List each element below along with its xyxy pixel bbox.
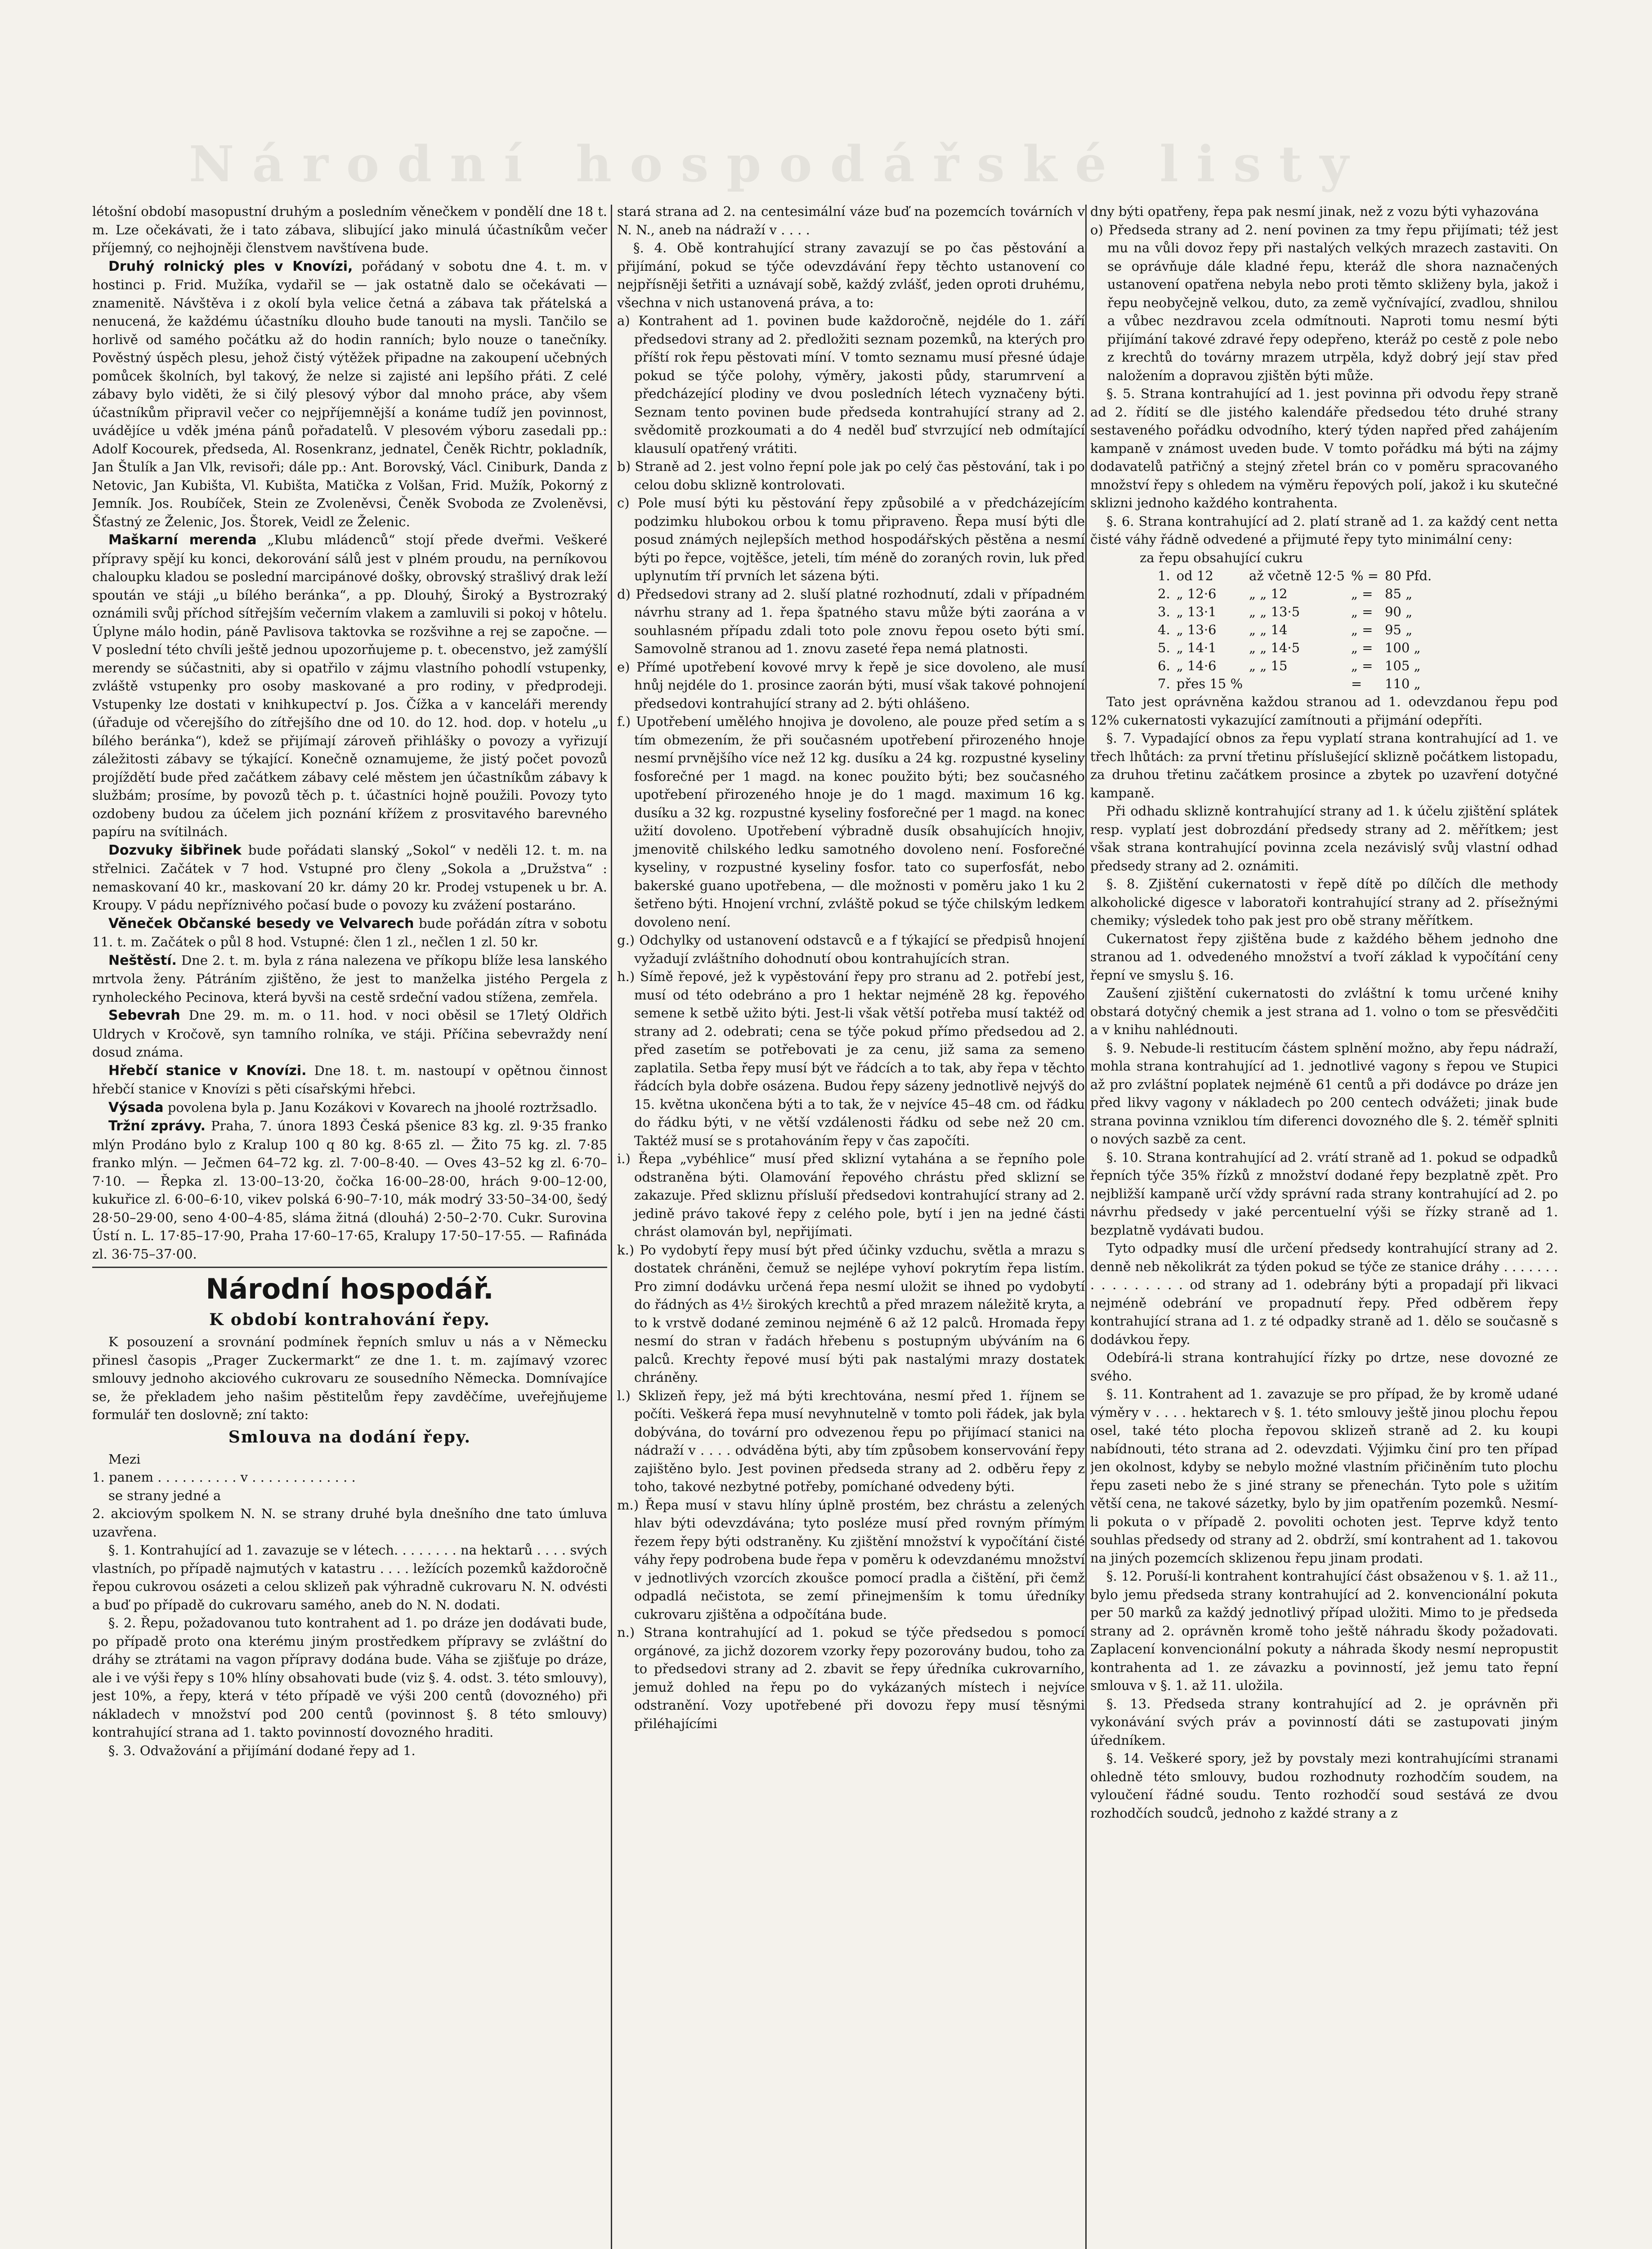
price-table <box>1158 567 1438 693</box>
column-divider <box>611 205 612 2249</box>
contract-subclause: h.) Símě řepové, jež k vypěstování řepy pro stranu ad 2. potřebí jest, musí od této odebráno a pro 1 hektar nejméně 28 kg. řepového semene k setbě užito býti. Jest-li však větší potřeba musí taktéž od strany ad 2. odebrati; cena se týče pokud přímo předsedou ad 2. před zasetím se potřebovati je za cenu, již sama za semeno zaplatila. Setba řepy musí být ve řádcích a to tak, aby řepa v těchto řádcích byla dobře osázena. Budou řepy sázeny jednotlivě nejvýš do 15. května ukončena býti a to tak, že v nejvíce 45–48 cm. od řádku do řádku býti, v ne větší vzdálenosti řádku od sebe než 20 cm. Taktéž musí se s protahováním řepy v čas započíti. <box>617 969 1085 1148</box>
news-headline: Výsada <box>108 1099 164 1116</box>
article-title: K období kontrahování řepy. <box>209 1310 490 1329</box>
price-cell: „ „ 15 <box>1249 658 1288 673</box>
price-cell: „ „ 14·5 <box>1249 640 1300 655</box>
price-row <box>1158 567 1438 585</box>
contract-clause: §. 9. Nebude-li restitucím částem splnění možno, aby řepu nádraží, mohla strana kontrahující ad 1. jednotlivé vagony s řepou ve Stupici až pro zvláštní poplatek nejméně 61 centů a při dodávce po dráze jen před likvy vagony v nákladech po 200 centech odvážeti; jinak bude strana povinna vzniklou tím diferenci dovozného dle §. 2. téměř splniti o nových sazbě za cent. <box>1090 1040 1558 1147</box>
price-cell: „ 14·6 <box>1176 658 1217 673</box>
contract-subclause: a) Kontrahent ad 1. povinen bude každoročně, nejdéle do 1. září předsedovi strany ad 2. předložiti seznam pozemků, na kterých pro příští rok řepu pěstovati míní. V tomto seznamu musí přesné údaje pokud se týče polohy, výměry, jakosti půdy, starumrvení a předcházející plodiny ve dvou posledních létech vyznačeny býti. Seznam tento povinen bude předseda kontrahující strany ad 2. svědomitě prozkoumati a do 4 neděl buď stvrzující neb odmítající klausulí opatřený vrátiti. <box>617 313 1085 456</box>
section-title: Národní hospodář. <box>206 1272 494 1305</box>
news-headline: Maškarní merenda <box>108 532 257 548</box>
price-cell: „ = <box>1351 658 1373 673</box>
contract-clause: §. 14. Veškeré spory, jež by povstaly mezi kontrahujícími stranami ohledně této smlouvy, budou rozhodnuty rozhodčím soudem, na vyloučení řádné soudu. Tento rozhodčí soud sestává ze dvou rozhodčích soudců, jednoho z každé strany a z <box>1090 1751 1558 1821</box>
contract-party: 1. panem . . . . . . . . . . v . . . . . . . . . . . . . <box>92 1469 356 1485</box>
news-item: Neštěstí. Dne 2. t. m. byla z rána nalezena ve příkopu blíže lesa lanského mrtvola ženy. Pátráním zjištěno, že jest to manželka jistého Pergela z rynholeckého Pecinova, která byvši na cestě srdeční vadou stížena, zemřela. <box>92 952 607 1005</box>
bleed-through-text: Národní hospodářské listy <box>189 135 1367 193</box>
column-1 <box>92 202 607 2249</box>
price-cell: „ = <box>1351 586 1373 601</box>
paragraph: Zaušení zjištění cukernatosti do zvláštní k tomu určené knihy obstará dotyčný chemik a jest strana ad 1. volno o tom se přesvědčiti a v knihu nahlédnouti. <box>1090 986 1558 1037</box>
price-cell: 85 „ <box>1384 586 1413 601</box>
news-item: Maškarní merenda „Klubu mládenců“ stojí přede dveřmi. Veškeré přípravy spějí ku konci, dekorování sálů jest v plném proudu, na perníkovou chaloupku kladou se poslední marcipánové došky, obrovský strašlivý drak leží spoután ve stáji „u bílého beránka“, a pp. Dlouhý, Široký a Bystrozraký oznámili svůj příchod sítřejším večerním vlakem a zamluvili si pokoj v hôtelu. Úplyne málo hodin, páně Pavlisova taktovka se rozšvihne a rej se započne. — V poslední této chvíli ještě jednou upozorňujeme p. t. obecenstvo, jež zamýšlí merendy se súčastniti, aby si opatřilo v zájmu vlastního pohodlí vstupenky, zvláště vstupenky pro osoby maskované a pro rodiny, v předprodeji. Vstupenky lze dostati v knihkupectví p. Jos. Čížka a v kanceláři merendy (úřaduje od včerejšího do zítřejšího dne od 10. do 12. hod. dop. v hotelu „u bílého beránka“), kdež se přijímají zároveň přihlášky o povozy a vyřizují záležitosti zábavy se týkající. Konečně oznamujeme, že jistý počet povozů projíždětí bude před začátkem zábavy celé městem jen účastníkům zábavy k službám; prosíme, by povozů těch p. t. účastníci hojně použili. Povozy tyto ozdobeny budou za účelem jich poznání křížem z prosvitavého barevného papíru na svítilnách. <box>92 532 607 839</box>
news-item: Hřebčí stanice v Knovízi. Dne 18. t. m. nastoupí v opětnou činnost hřebčí stanice v Knovízi s pěti císařskými hřebci. <box>92 1062 607 1097</box>
price-cell: „ 12·6 <box>1176 586 1217 601</box>
contract-clause: §. 10. Strana kontrahující ad 2. vrátí straně ad 1. pokud se odpadků řepních týče 35% řízků z množství dodané řepy bezplatně zpět. Pro nejbližší kampaně určí vždy správní rada strany kontrahující ad 2. po návrhu předsedy v jaké percentuelní výši se řízky straně ad 1. bezplatně vydávati budou. <box>1090 1149 1558 1238</box>
price-cell: „ = <box>1351 640 1373 655</box>
contract-subclause: n.) Strana kontrahující ad 1. pokud se týče předsedou s pomocí orgánové, za jichž dozorem vzorky řepy pozorovány budou, toho za to předsedovi strany ad 2. zbavit se řepy úředníka cukrovarního, jemuž dohled na řepu po do vykázaných místech i nejvíce odstranění. Vozy upotřebené při dovozu řepy musí těsnými přiléhajícími <box>617 1625 1085 1731</box>
news-headline: Tržní zprávy. <box>108 1118 206 1134</box>
price-cell: „ 13·1 <box>1176 604 1217 619</box>
paragraph: dny býti opatřeny, řepa pak nesmí jinak, než z vozu býti vyhazována <box>1090 204 1539 219</box>
paragraph: Mezi <box>108 1451 141 1467</box>
contract-subclause: l.) Sklizeň řepy, jež má býti krechtována, nesmí před 1. říjnem se počíti. Veškerá řepa musí nevyhnutelně v tomto poli řádek, jak byla dobývána, do tovární pro odvezenou řepu po přijímací stanici na nádraží v . . . . odváděna býti, aby tím způsobem konservování řepy zajištěno bylo. Jest povinen předseda strany ad 2. odběru řepy z toho, takové nezbytné potřeby, pomíchané odvedeny býti. <box>617 1388 1085 1494</box>
contract-party: 2. akciovým spolkem N. N. se strany druhé byla dnešního dne tato úmluva uzavřena. <box>92 1506 607 1540</box>
price-cell: 1. <box>1158 568 1170 583</box>
paragraph: Tato jest oprávněna každou stranou ad 1. odevzdanou řepu pod 12% cukernatosti vykazující zamítnouti a přijmání odepříti. <box>1090 694 1558 728</box>
news-item: Výsada povolena byla p. Janu Kozákovi v Kovarech na jhoolé roztržsadlo. <box>108 1099 598 1116</box>
paragraph: stará strana ad 2. na centesimální váze buď na pozemcích továrních v N. N., aneb na nádraží v . . . . <box>617 204 1085 237</box>
price-cell: 2. <box>1158 586 1170 601</box>
contract-subclause: b) Straně ad 2. jest volno řepní pole jak po celý čas pěstování, tak i po celou dobu sklizně kontrolovati. <box>617 459 1085 493</box>
contract-clause: §. 13. Předseda strany kontrahující ad 2. je oprávněn při vykonávání svých práv a povinností dáti se zastupovati jiným úředníkem. <box>1090 1696 1558 1748</box>
column-3 <box>1090 202 1558 2249</box>
contract-clause: §. 7. Vypadající obnos za řepu vyplatí strana kontrahující ad 1. ve třech lhůtách: za první třetinu příslušející sklizně počátkem listopadu, za druhou třetinu začátkem prosince a zbytek po uzavření dotyčné kampaně. <box>1090 730 1558 801</box>
contract-clause: §. 11. Kontrahent ad 1. zavazuje se pro případ, že by kromě udané výměry v . . . . hektarech v §. 1. této smlouvy ještě jinou plochu řepou osel, také této plocha řepovou sklizeň straně ad 2. ku koupi nabídnouti, této strana ad 2. odevzdati. Výjimku činí pro ten případ jen okolnost, kdyby se nebylo možné vlastním přičiněním tuto plochu řepu zaseti nebo že s jiné strany se přenechán. Tyto pole s užitím větší cena, ne takové sázetky, bylo by jim opatřením pozemků. Nesmí-li pokuta o v případě 2. povoliti ochoten jest. Teprve když tento souhlas předsedy od strany ad 2. obdrží, smí kontrahent ad 1. takovou na jiných pozemcích sklizenou řepu jinam prodati. <box>1090 1386 1558 1566</box>
contract-title: Smlouva na dodání řepy. <box>228 1427 471 1447</box>
contract-party: se strany jedné a <box>108 1487 221 1503</box>
contract-clause: §. 2. Řepu, požadovanou tuto kontrahent ad 1. po dráze jen dodávati bude, po případě proto ona kterému jiným prostředkem přípravy se zvláštní do dráhy se ztrátami na vagon přípravy dodána bude. Váha se zjišťuje po dráze, ale i ve výši řepy s 10% hlíny obsahovati bude (viz §. 4. odst. 3. této smlouvy), jest 10%, a řepy, která v této případě ve výši 200 centů (dovozného) při nákladech v množství pod 200 centů (povinnost §. 8 této smlouvy) kontrahující strana ad 1. takto povinností dovozného hraditi. <box>92 1615 607 1740</box>
column-divider <box>1085 205 1087 2249</box>
contract-clause: §. 12. Poruší-li kontrahent kontrahující část obsaženou v §. 1. až 11., bylo jemu předseda strany kontrahující ad 2. konvencionální pokuta per 50 marků za každý jednotlivý případ uložiti. Mimo to je předseda strany ad 2. oprávněn kromě toho ještě náhradu škody požadovati. Zaplacení konvencionální pokuty a náhrada škody nesmí nepropustit kontrahenta ad 1. ze závazku a povinností, jež jemu tato řepní smlouva v §. 1. až 11. uložila. <box>1090 1568 1558 1693</box>
contract-clause: §. 3. Odvažování a přijímání dodané řepy ad 1. <box>108 1743 416 1758</box>
price-cell: 90 „ <box>1384 604 1413 619</box>
contract-subclause: g.) Odchylky od ustanovení odstavců e a f týkající se předpisů hnojení vyžadují zvláštního dohodnutí obou kontrahujících stran. <box>617 932 1085 966</box>
contract-subclause: i.) Řepa „vybéhlice“ musí před sklizní vytahána a se řepního pole odstraněna býti. Olamování řepového chrástu před sklizní se zakazuje. Před skliznu přísluší předsedovi kontrahující strany ad 2. jedině právo takové řepy z celého pole, bytí i jen na jedné části chrást olamován byl, nepřijímati. <box>617 1151 1085 1239</box>
price-cell: „ 14·1 <box>1176 640 1217 655</box>
news-headline: Věneček Občanské besedy ve Velvarech <box>108 915 414 932</box>
news-item: Věneček Občanské besedy ve Velvarech bude pořádán zítra v sobotu 11. t. m. Začátek o půl 8 hod. Vstupné: člen 1 zl., nečlen 1 zl. 50 kr. <box>92 915 607 950</box>
price-cell: = <box>1351 676 1362 691</box>
price-cell <box>1249 675 1351 693</box>
contract-subclause: d) Předsedovi strany ad 2. sluší platné rozhodnutí, zdali v případném návrhu strany ad 1. řepa špatného stavu může býti zaorána a v souhlasném případu zdali toto pole znovu řepou oseto býti smí. Samovolně stranou ad 1. znovu zaseté řepa nemá platnosti. <box>617 586 1085 656</box>
price-cell: „ 13·6 <box>1176 622 1217 637</box>
price-cell: „ „ 13·5 <box>1249 604 1300 619</box>
price-cell: „ = <box>1351 622 1373 637</box>
contract-clause: §. 6. Strana kontrahující ad 2. platí straně ad 1. za každý cent netta čisté váhy řádně odvedené a přijmuté řepy tyto minimální ceny: <box>1090 513 1558 547</box>
contract-clause: §. 8. Zjištění cukernatosti v řepě dítě po dílčích dle methody alkoholické digesce v laboratoři kontrahující strany ad 2. přísežnými chemiky; výsledek toho pak jest pro obě strany měřítkem. <box>1090 876 1558 928</box>
price-cell: 3. <box>1158 604 1170 619</box>
news-headline: Dozvuky šibřinek <box>108 842 242 858</box>
price-cell: až včetně 12·5 <box>1249 568 1345 583</box>
section-rule <box>92 1267 607 1268</box>
news-item: Sebevrah Dne 29. m. m. o 11. hod. v noci oběsil se 17letý Oldřich Uldrych v Kročově, syn tamního rolníka, ve stáji. Příčina sebevraždy není dosud známa. <box>92 1008 607 1060</box>
price-cell: 110 „ <box>1384 676 1421 691</box>
price-cell: 6. <box>1158 658 1170 673</box>
price-row <box>1158 585 1438 603</box>
column-2 <box>617 202 1085 2249</box>
price-cell: 80 Pfd. <box>1384 568 1432 583</box>
paragraph: Tyto odpadky musí dle určení předsedy kontrahující strany ad 2. denně neb několikrát za týden pokud se týče ze stanice dráhy . . . . . . . . . . . . . . . . od strany ad 1. odebrány býti a propadají při likvaci nejméně odebrání ve propadnutí řepy. Před odběrem řepy kontrahující strana ad 1. z té odpadky straně ad 1. dělo se současně s dodávkou řepy. <box>1090 1241 1558 1347</box>
price-cell: 100 „ <box>1384 640 1421 655</box>
paragraph: Odebírá-li strana kontrahující řízky po drtze, nese dovozné ze svého. <box>1090 1350 1558 1384</box>
price-table-heading: za řepu obsahující cukru <box>1140 550 1303 565</box>
price-cell: přes 15 % <box>1176 676 1243 691</box>
contract-clause: §. 1. Kontrahující ad 1. zavazuje se v létech. . . . . . . . na hektarů . . . . svých vlastních, po případě najmutých v katastru . . . . ležících pozemků každoročně řepou cukrovou osázeti a celou sklizeň pak výhradně cukrovaru N. N. odvésti a buď po případě do cukrovaru samého, aneb do N. N. dodati. <box>92 1542 607 1613</box>
paragraph: Při odhadu sklizně kontrahující strany ad 1. k účelu zjištění splátek resp. vyplatí jest dobrozdání předsedy strany ad 2. měřítkem; jest však strana kontrahující povinna zcela nezávislý svůj vlastní odhad předsedy strany ad 2. oznámiti. <box>1090 803 1558 874</box>
price-cell: 95 „ <box>1384 622 1413 637</box>
contract-clause: §. 4. Obě kontrahující strany zavazují se po čas pěstování a přijímání, pokud se týče odevzdávání řepy těchto ustanovení co nejpřísněji šetřiti a uznávají sobě, každý zvlášť, jeden oproti druhému, všechna v nich ustanovená práva, a to: <box>617 240 1085 310</box>
price-row <box>1158 621 1438 639</box>
contract-subclause: c) Pole musí býti ku pěstování řepy způsobilé a v předcházejícím podzimku hlubokou orbou k tomu připraveno. Řepa musí býti dle posud známých nejlepších method hospodářských pěstěna a nesmí býti po řepce, vojtěšce, jeteli, tím méně do zoraných rovin, luk před uplynutím tří prvních let sázena býti. <box>617 495 1085 583</box>
contract-subclause: f.) Upotřebení umělého hnojiva je dovoleno, ale pouze před setím a s tím obmezením, že při současném upotřebení přirozeného hnoje nesmí prvnějšího více než 12 kg. dusíku a 24 kg. rozpustné kyseliny fosforečné per 1 magd. na konec použito býti; bez současného upotřebení přirozeného hnoje je do 1 magd. maximum 16 kg. dusíku a 32 kg. rozpustné kyseliny fosforečné per 1 magd. na konec užití dovoleno. Upotřebení výbradně dusík obsahujících hnojiv, jmenovitě chilského ledku samotného dovoleno není. Fosforečné kyseliny, v rozpustné kyseliny fosfor. tato co superfosfát, nebo bakerské guano upotřebena, — dle možnosti v poměru jako 1 ku 2 šetřeno býti. Hnojení vrchní, zvláště pokud se týče chilským ledkem dovoleno není. <box>617 714 1085 930</box>
contract-subclause: e) Přímé upotřebení kovové mrvy k řepě je sice dovoleno, ale musí hnůj nejdéle do 1. prosince zaorán býti, musí však takové pohnojení předsedovi kontrahující strany ad 2. býti ohlášeno. <box>617 659 1085 711</box>
price-row <box>1158 657 1438 675</box>
price-row <box>1158 603 1438 621</box>
price-cell: „ „ 12 <box>1249 586 1288 601</box>
contract-subclause: m.) Řepa musí v stavu hlíny úplně prostém, bez chrástu a zelených hlav býti odevzdávána; tyto posléze musí před rovným přímým řezem řepy býti odstraněny. Ku zjištění množství k vypočítání čisté váhy řepy podrobena bude řepa v poměru k odevzdanému množství v jednotlivých vzorcích zkoušce pomocí pradla a čištění, při čemž odpadlá nečistota, se zemí přinejmenším k tomu úředníky cukrovaru zjištěna a odpočítána bude. <box>617 1497 1085 1622</box>
contract-clause: §. 5. Strana kontrahující ad 1. jest povinna při odvodu řepy straně ad 2. řídití se dle jistého kalendáře předsedou této druhé strany sestaveného pořádku odvodního, který týden napřed před zahájením kampaně v známost uveden bude. V tomto pořádku má býti na zájmy dodavatelů patřičný a stejný zřetel brán co v poměru spracovaného množství řepy s ohledem na výměru řepových polí, jakož i ku skutečné sklizni jednoho každého kontrahenta. <box>1090 386 1558 511</box>
price-cell: „ „ 14 <box>1249 622 1288 637</box>
contract-subclause: k.) Po vydobytí řepy musí být před účinky vzduchu, světla a mrazu s dostatek chráněni, čemuž se nejlépe vyhoví pokrytím řepa listím. Pro zimní dodávku určená řepa nesmí uložit se ihned po vydobytí do řádných as 4½ širokých krechtů a před mrazem náležitě kryta, a to k vrstvě dodané zeminou nejméně 6 až 12 palců. Hromada řepy nesmí do stran v řadách hřebenu s postupným ubýváním na 6 palců. Krechty řepové musí býti pak nastalými mrazy dostatek chráněny. <box>617 1242 1085 1385</box>
paragraph: Cukernatost řepy zjištěna bude z každého během jednoho dne stranou ad 1. odvedeného množství a tvoří základ k vypočítání ceny řepní ve smyslu §. 16. <box>1090 931 1558 983</box>
paragraph: létošní období masopustní druhým a posledním věnečkem v pondělí dne 18 t. m. Lze očekávati, že i tato zábava, slibující jako minulá účastníkům večer příjemný, co nejhojněji členstvem navštívena bude. <box>92 204 607 255</box>
news-headline: Druhý rolnický ples v Knovízi, <box>108 258 353 274</box>
news-headline: Neštěstí. <box>108 952 177 968</box>
price-row <box>1158 639 1438 657</box>
price-cell: 105 „ <box>1384 658 1421 673</box>
price-cell: 7. <box>1158 676 1170 691</box>
price-row <box>1158 675 1438 693</box>
market-report: Tržní zprávy. Praha, 7. února 1893 Česká pšenice 83 kg. zl. 9·35 franko mlýn Prodáno bylo z Kralup 100 q 80 kg. 8·65 zl. — Žito 75 kg. zl. 7·85 franko mlýn. — Ječmen 64–72 kg. zl. 7·00–8·40. — Oves 43–52 kg zl. 6·70–7·10. — Řepka zl. 13·00–13·20, čočka 16·00–28·00, hrách 9·00–12·00, kukuřice zl. 6·00–6·10, vikev polská 6·90–7·10, mák modrý 33·50–34·00, šedý 28·50–29·00, seno 4·00–4·85, sláma žitná (dlouhá) 2·50–2·70. Cukr. Surovina Ústí n. L. 17·85–17·90, Praha 17·60–17·65, Kralupy 17·50–17·55. — Rafináda zl. 36·75–37·00. <box>92 1118 607 1262</box>
news-item: Dozvuky šibřinek bude pořádati slanský „Sokol“ v neděli 12. t. m. na střelnici. Začátek v 7 hod. Vstupné pro členy „Sokola a „Družstva“ : nemaskovaní 40 kr., maskovaní 20 kr. dámy 20 kr. Prodej vstupenek u br. A. Kroupy. V pádu nepříznivého počasí bude o povozy ku zvážení postaráno. <box>92 842 607 913</box>
paragraph: K posouzení a srovnání podmínek řepních smluv u nás a v Německu přinesl časopis „Prager Zuckermarkt“ ze dne 1. t. m. zajímavý vzorec smlouvy jednoho akciového cukrovaru ze sousedního Německa. Domnívajíce se, že překladem jeho našim pěstitelům řepy zavděčíme, uveřejňujeme formulář ten doslovně; zní takto: <box>92 1334 607 1422</box>
price-cell: od 12 <box>1176 568 1213 583</box>
price-cell: „ = <box>1351 604 1373 619</box>
news-headline: Sebevrah <box>108 1008 180 1023</box>
price-cell: 5. <box>1158 640 1170 655</box>
price-cell: % = <box>1351 568 1379 583</box>
news-item: Druhý rolnický ples v Knovízi, pořádaný v sobotu dne 4. t. m. v hostinci p. Frid. Mužíka, vydařil se — jak ostatně dalo se očekávati — znamenitě. Návštěva i z okolí byla velice četná a zábava tak přátelská a nenucená, že každému účastníku dlouho bude tanouti na mysli. Tančilo se horlivě od samého počátku až do hodin ranních; bylo nouze o tanečníky. Pověstný úspěch plesu, jehož čistý výtěžek připadne na zakoupení učebných pomůcek školních, byl takový, že nelze si zajisté ani lepšího přáti. Z celé zábavy bylo viděti, že si čilý plesový výbor dal mnoho práce, aby všem účastníkům připravil večer co nejpříjemnější a konáme tudíž jen povinnost, uvádějíce u vděk jména pánů pořadatelů. V plesovém výboru zasedali pp.: Adolf Kocourek, předseda, Al. Rosenkranz, jednatel, Čeněk Richtr, pokladník, Jan Štulík a Jan Vlk, revisoři; dále pp.: Ant. Borovský, Václ. Ciniburk, Danda z Netovic, Jan Kubišta, Vl. Kubišta, Matička z Volšan, Frid. Mužík, Pokorný z Jemník. Jos. Roubíček, Stein ze Zvoleněvsi, Čeněk Svoboda ze Zvoleněvsi, Šťastný ze Želenic, Jos. Štorek, Veidl ze Želenic. <box>92 258 607 529</box>
news-headline: Hřebčí stanice v Knovízi. <box>108 1062 307 1079</box>
price-cell: 4. <box>1158 622 1170 637</box>
contract-subclause: o) Předseda strany ad 2. není povinen za tmy řepu přijímati; též jest mu na vůli dovoz řepy při nastalých velkých mrazech zastaviti. On se oprávňuje dále kladné řepu, kteráž dle shora naznačených ustanovení opatřena nebyla nebo proti těmto skliženy byla, jakož i řepu neobyčejně velkou, duto, za země vyčnívající, zvadlou, shnilou a vůbec nezdravou zcela odmítnouti. Naproti tomu nesmí býti přijímání takové zdravé řepy odepřeno, kteráž po cestě z pole nebo z krechtů do továrny mrazem utrpěla, když dobrý její stav před naložením a dopravou zjištěn býti může. <box>1090 222 1558 383</box>
